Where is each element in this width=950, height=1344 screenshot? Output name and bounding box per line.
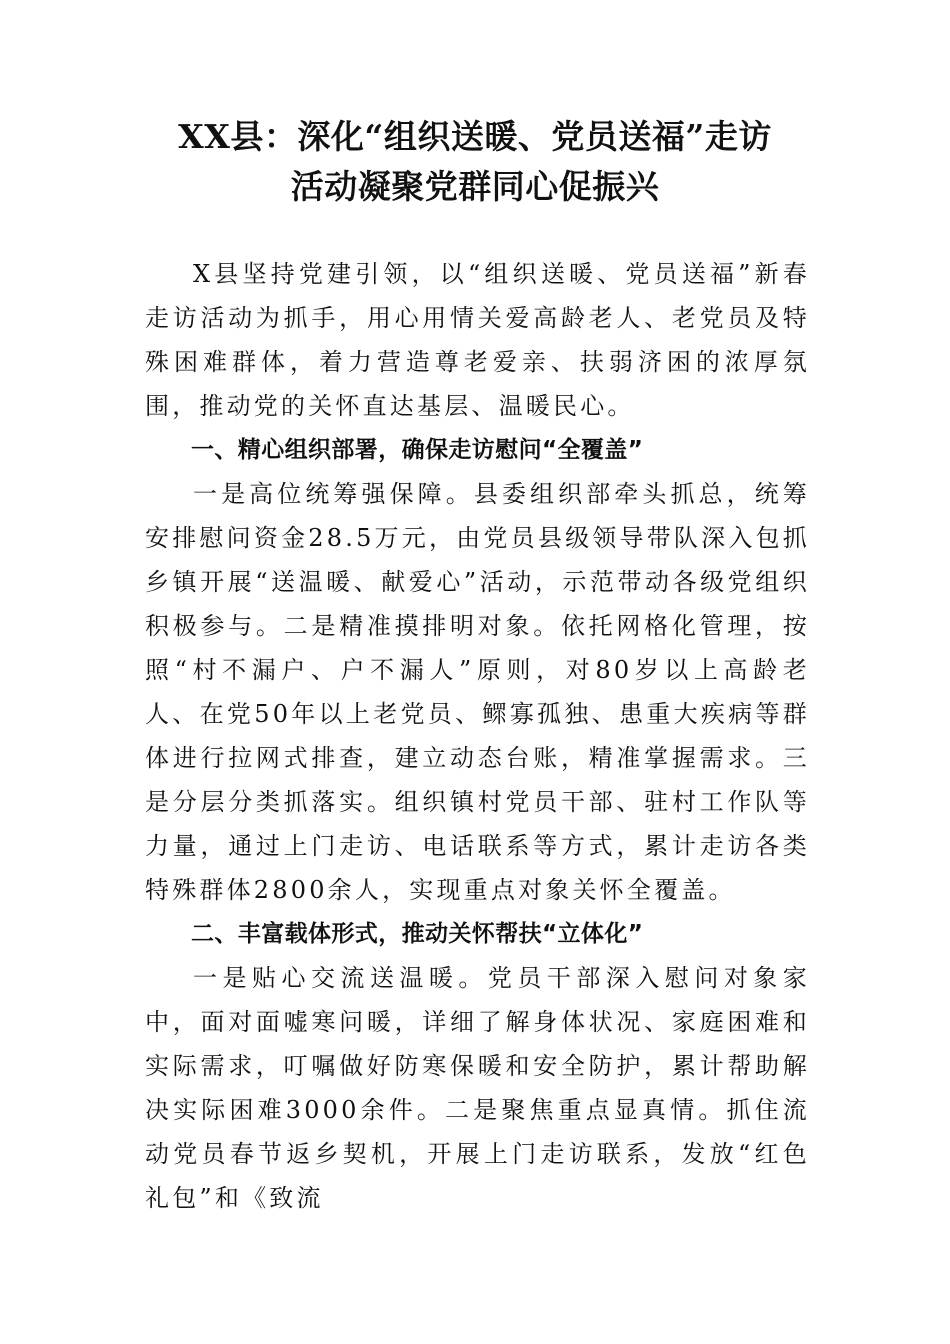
section-2-heading: 二、丰富载体形式，推动关怀帮扶“立体化” <box>191 921 644 947</box>
document-body <box>145 252 810 1220</box>
document-title <box>140 112 810 212</box>
section-1-heading: 一、精心组织部署，确保走访慰问“全覆盖” <box>191 437 644 463</box>
title-line-1: XX县：深化“组织送暖、党员送福”走访 <box>178 117 772 156</box>
section-2-paragraph: 一是贴心交流送温暖。党员干部深入慰问对象家中，面对面嘘寒问暖，详细了解身体状况、家庭困难和实际需求，叮嘱做好防寒保暖和安全防护，累计帮助解决实际困难3000余件。二是聚焦重点显真情。抓住流动党员春节返乡契机，开展上门走访联系，发放“红色礼包”和《致流 <box>145 964 810 1212</box>
intro-paragraph: X县坚持党建引领，以“组织送暖、党员送福”新春走访活动为抓手，用心用情关爱高龄老人、老党员及特殊困难群体，着力营造尊老爱亲、扶弱济困的浓厚氛围，推动党的关怀直达基层、温暖民心。 <box>145 260 810 420</box>
title-line-2: 活动凝聚党群同心促振兴 <box>290 167 660 206</box>
section-1-paragraph: 一是高位统筹强保障。县委组织部牵头抓总，统筹安排慰问资金28.5万元，由党员县级领导带队深入包抓乡镇开展“送温暖、献爱心”活动，示范带动各级党组织积极参与。二是精准摸排明对象。依托网格化管理，按照“村不漏户、户不漏人”原则，对80岁以上高龄老人、在党50年以上老党员、鳏寡孤独、患重大疾病等群体进行拉网式排查，建立动态台账，精准掌握需求。三是分层分类抓落实。组织镇村党员干部、驻村工作队等力量，通过上门走访、电话联系等方式，累计走访各类特殊群体2800余人，实现重点对象关怀全覆盖。 <box>145 480 810 904</box>
